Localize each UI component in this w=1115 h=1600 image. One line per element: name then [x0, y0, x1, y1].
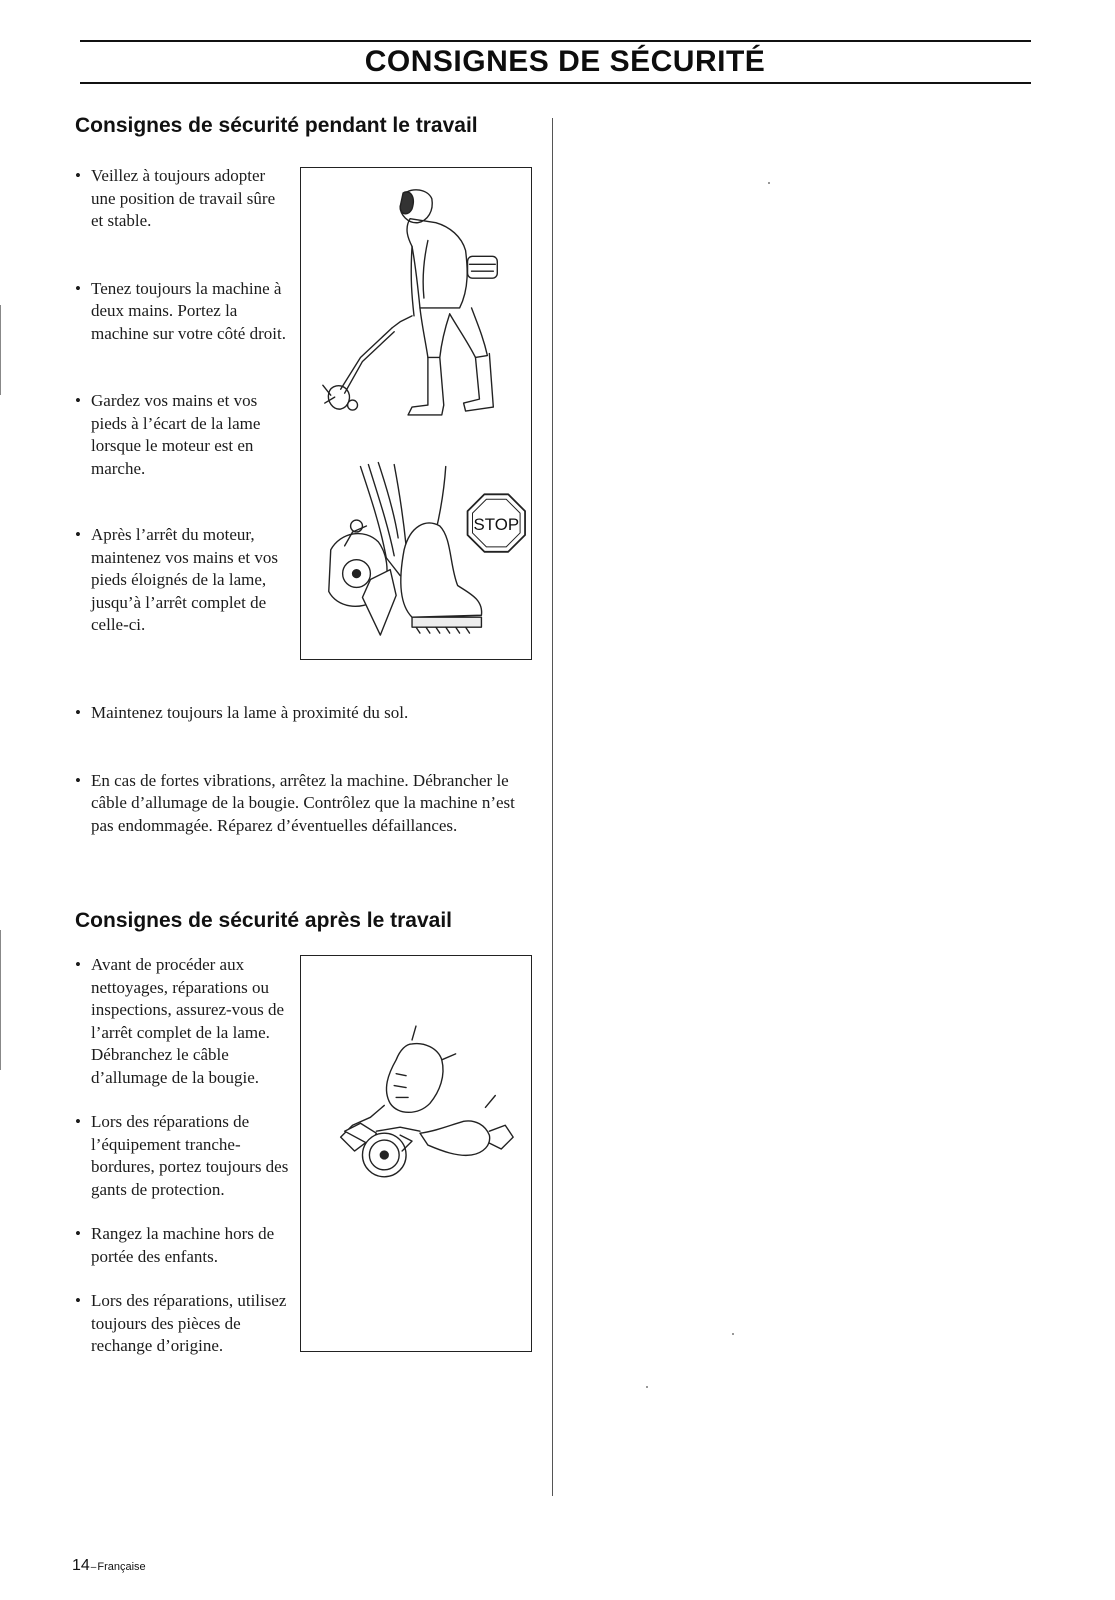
- stop-sign-icon: [468, 494, 526, 552]
- list-item: • Veillez à toujours adopter une position de travail sûre et stable.: [75, 165, 287, 233]
- figure-gloves-repair: [300, 955, 532, 1352]
- foot-blade-illustration: [329, 463, 482, 635]
- footer-language: Française: [97, 1561, 146, 1573]
- page-title: CONSIGNES DE SÉCURITÉ: [364, 45, 766, 78]
- scan-edge-line: [0, 305, 1, 395]
- list-item: • Tenez toujours la machine à deux mains. Portez la machine sur votre côté droit.: [75, 278, 287, 346]
- page-number: 14: [72, 1557, 90, 1574]
- after-bullet-list: [75, 954, 290, 1358]
- column-divider: [552, 118, 553, 1496]
- list-item: • Lors des réparations de l’équipement tranche-bordures, portez toujours des gants de protection.: [75, 1111, 290, 1201]
- footer-separator: –: [90, 1562, 97, 1573]
- work-side-bullet-list: [75, 165, 287, 637]
- header-bottom-rule: [80, 82, 1031, 84]
- header-top-rule: [80, 40, 1031, 42]
- stop-sign-label: STOP: [473, 514, 520, 534]
- scan-speck: [646, 1386, 648, 1388]
- scan-edge-line: [0, 930, 1, 1070]
- list-item: • En cas de fortes vibrations, arrêtez la machine. Débrancher le câble d’allumage de la bougie. Contrôlez que la machine n’est pas endommagée. Réparez d’éventuelles défaillances.: [75, 770, 535, 838]
- operator-illustration: [323, 190, 497, 415]
- scan-speck: [768, 182, 770, 184]
- page-footer: [72, 1557, 146, 1575]
- section-heading-after-work: Consignes de sécurité après le travail: [75, 909, 452, 932]
- section-heading-during-work: Consignes de sécurité pendant le travail: [75, 114, 478, 137]
- list-item: • Lors des réparations, utilisez toujours des pièces de rechange d’origine.: [75, 1290, 290, 1358]
- list-item: • Gardez vos mains et vos pieds à l’écart de la lame lorsque le moteur est en marche.: [75, 390, 287, 480]
- list-item: • Après l’arrêt du moteur, maintenez vos mains et vos pieds éloignés de la lame, jusqu’à l’arrêt complet de celle-ci.: [75, 524, 287, 637]
- scan-speck: [732, 1333, 734, 1335]
- work-full-bullet-list: [75, 702, 535, 837]
- list-item: • Maintenez toujours la lame à proximité du sol.: [75, 702, 535, 725]
- list-item: • Rangez la machine hors de portée des enfants.: [75, 1223, 290, 1268]
- figure-operator-and-stop: [300, 167, 532, 660]
- list-item: • Avant de procéder aux nettoyages, réparations ou inspections, assurez-vous de l’arrêt complet de la lame. Débranchez le câble d’allumage de la bougie.: [75, 954, 290, 1089]
- gloved-hands-illustration: [341, 1026, 513, 1177]
